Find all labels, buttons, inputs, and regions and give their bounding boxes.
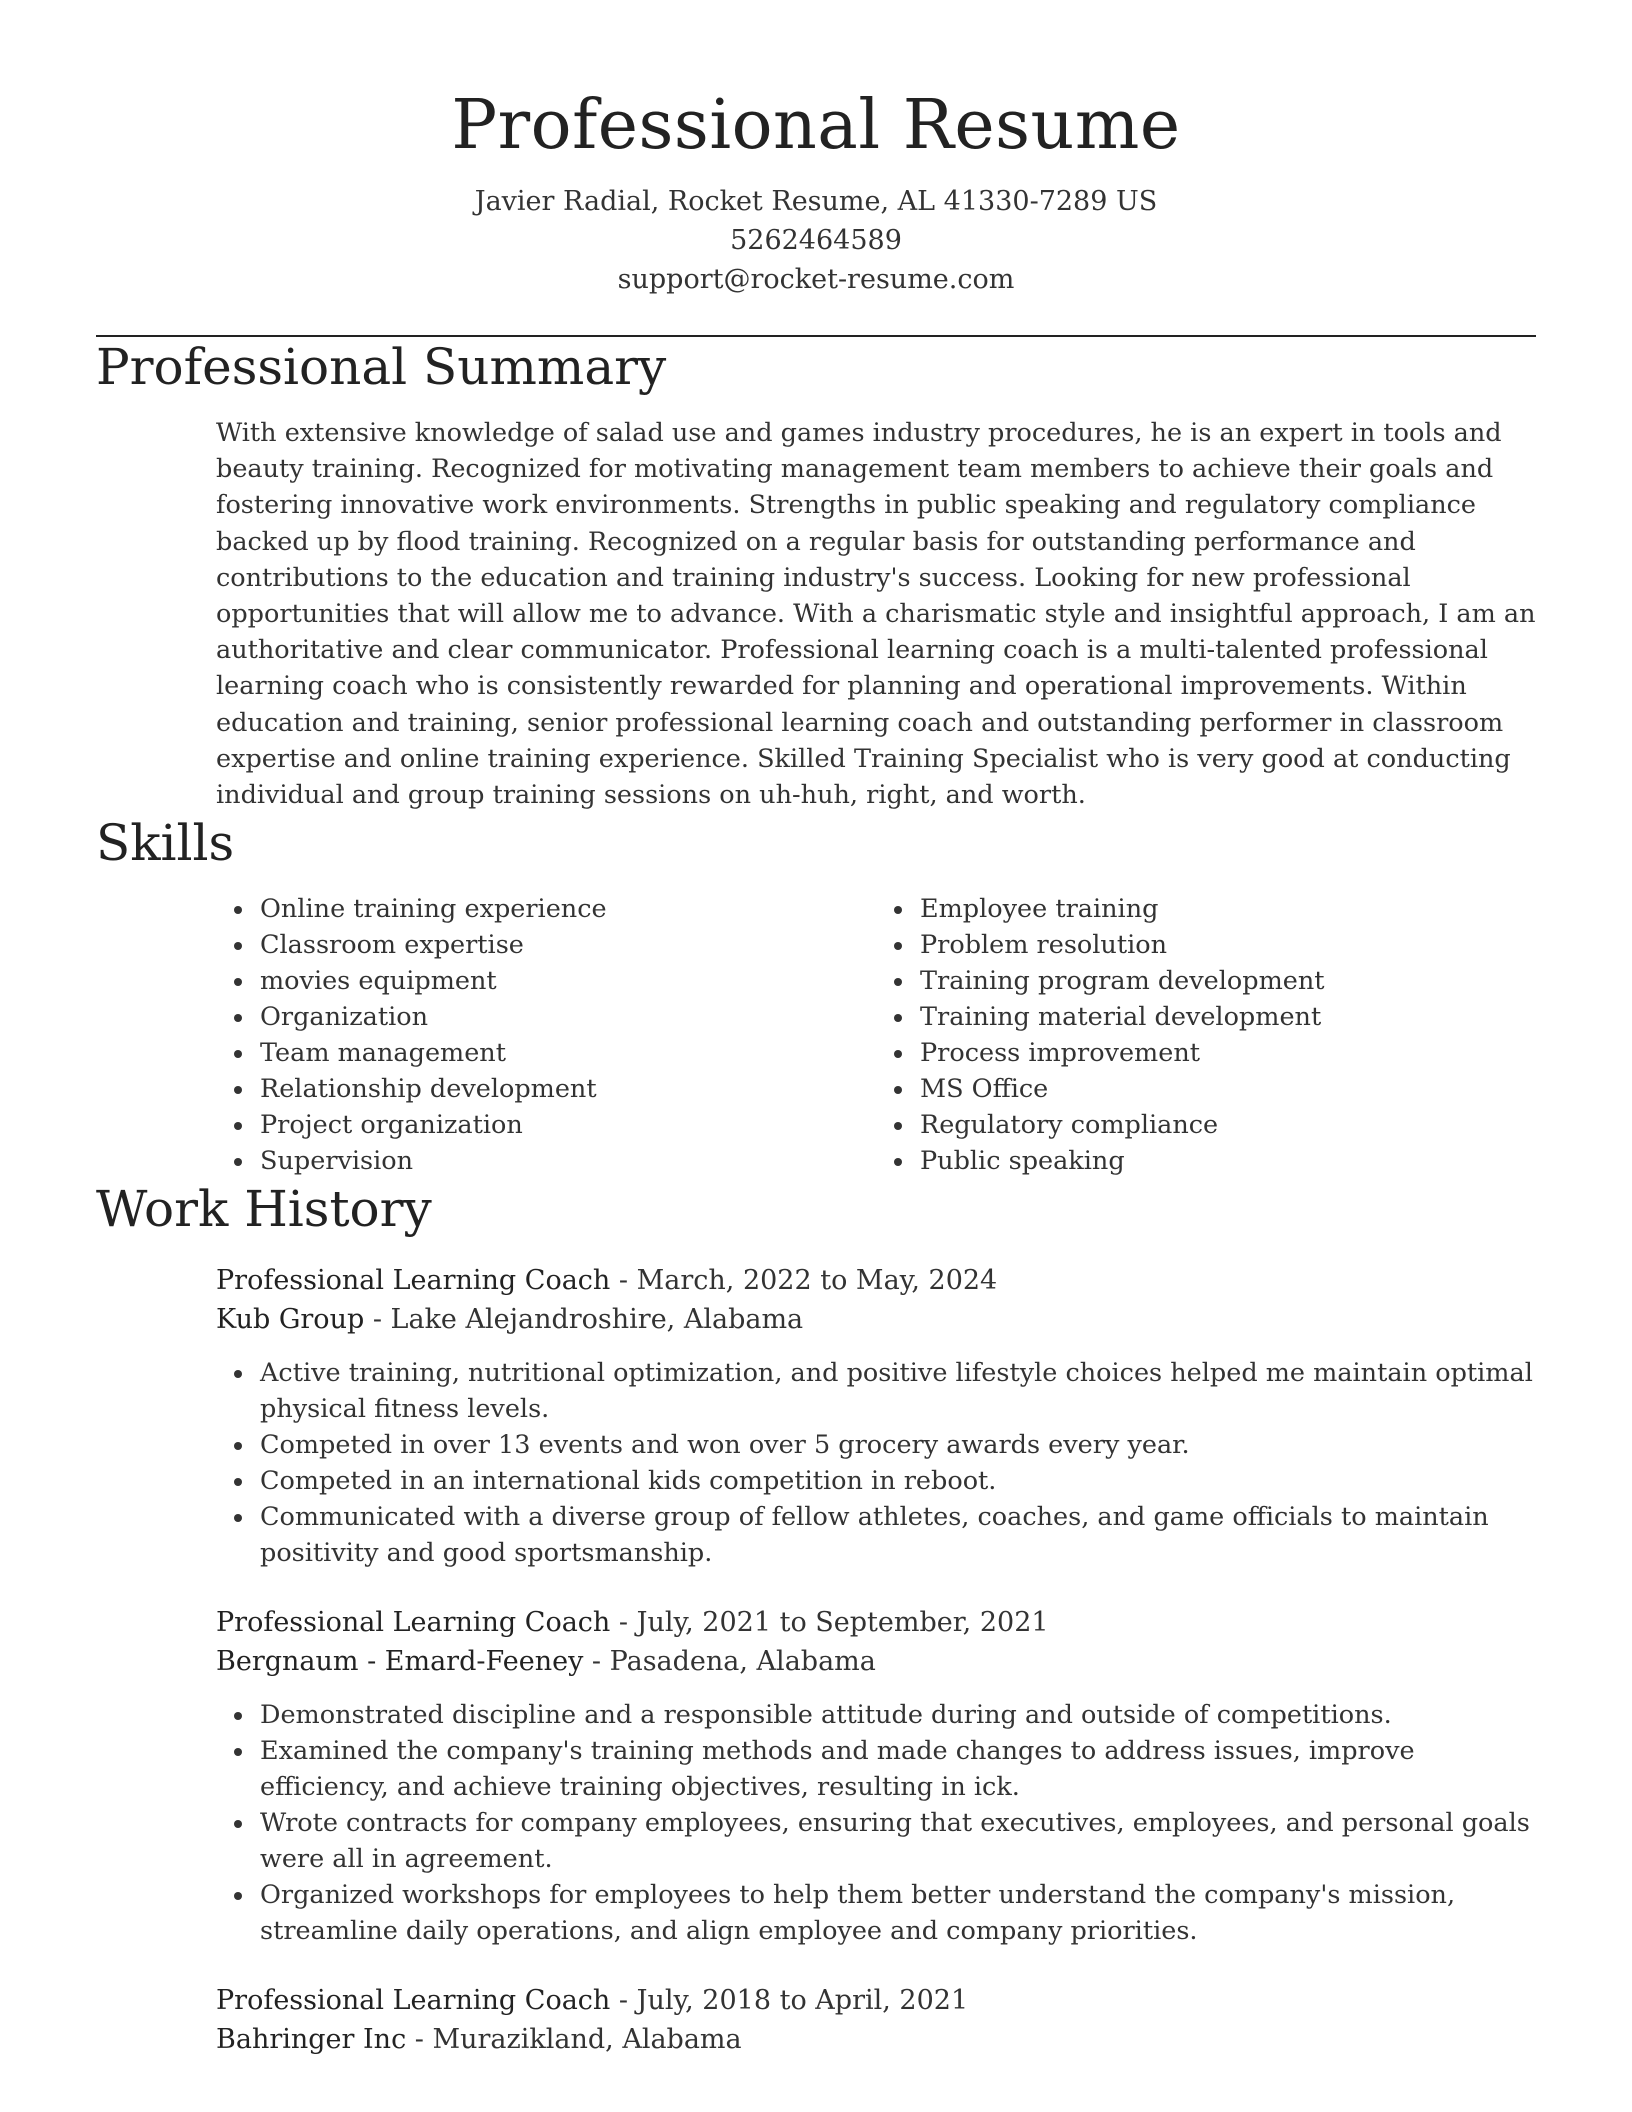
job-title-line: Professional Learning Coach - March, 2022 to May, 2024 <box>216 1265 998 1297</box>
job-bullet: Demonstrated discipline and a responsible attitude during and outside of competitions. <box>260 1697 1536 1733</box>
job-title-line: Professional Learning Coach - July, 2021 to September, 2021 <box>216 1607 1049 1639</box>
job-dates: July, 2018 to April, 2021 <box>636 1985 969 2017</box>
job-title-line: Professional Learning Coach - July, 2018 to April, 2021 <box>216 1985 969 2017</box>
skill-item: Problem resolution <box>920 927 1536 963</box>
skills-list <box>216 891 1536 1179</box>
skill-item: Training program development <box>920 963 1536 999</box>
job-company: Bahringer Inc <box>216 2024 407 2056</box>
job-entry <box>216 1981 1536 2059</box>
skill-item: Organization <box>260 999 876 1035</box>
job-location: Pasadena, Alabama <box>609 1646 876 1678</box>
job-bullet: Communicated with a diverse group of fellow athletes, coaches, and game officials to maintain positivity and good sportsmanship. <box>260 1499 1536 1571</box>
skill-item: MS Office <box>920 1071 1536 1107</box>
job-entry <box>216 1261 1536 1571</box>
skill-item: Classroom expertise <box>260 927 876 963</box>
contact-address: Javier Radial, Rocket Resume, AL 41330-7289 US <box>474 186 1158 217</box>
skill-item: movies equipment <box>260 963 876 999</box>
job-title: Professional Learning Coach <box>216 1607 611 1639</box>
job-bullet: Organized workshops for employees to help them better understand the company's mission, streamline daily operations, and align employee and company priorities. <box>260 1877 1536 1949</box>
job-company: Bergnaum - Emard-Feeney <box>216 1646 584 1678</box>
skill-item: Process improvement <box>920 1035 1536 1071</box>
job-bullet: Wrote contracts for company employees, ensuring that executives, employees, and personal goals were all in agreement. <box>260 1805 1536 1877</box>
job-bullet: Competed in over 13 events and won over 5 grocery awards every year. <box>260 1427 1536 1463</box>
resume-page <box>96 0 1536 2059</box>
job-company-line: Kub Group - Lake Alejandroshire, Alabama <box>216 1304 804 1336</box>
job-location: Lake Alejandroshire, Alabama <box>390 1304 804 1336</box>
resume-title: Professional Resume <box>451 86 1181 165</box>
job-entry <box>216 1603 1536 1949</box>
contact-email: support@rocket-resume.com <box>617 264 1015 295</box>
skill-item: Online training experience <box>260 891 876 927</box>
skill-item: Public speaking <box>920 1143 1536 1179</box>
skill-item: Project organization <box>260 1107 876 1143</box>
skill-item: Training material development <box>920 999 1536 1035</box>
skills-column-right <box>876 891 1536 1179</box>
contact-phone: 5262464589 <box>730 225 902 256</box>
summary-heading: Professional Summary <box>96 338 667 396</box>
skill-item: Relationship development <box>260 1071 876 1107</box>
summary-text: With extensive knowledge of salad use and games industry procedures, he is an expert in tools and beauty training. Recognized for motivating management team members to achieve their goals and fostering innovative work environments. Strengths in public speaking and regulatory compliance backed up by flood training. Recognized on a regular basis for outstanding performance and contributions to the education and training industry's success. Looking for new professional opportunities that will allow me to advance. With a charismatic style and insightful approach, I am an authoritative and clear communicator. Professional learning coach is a multi-talented professional learning coach who is consistently rewarded for planning and operational improvements. Within education and training, senior professional learning coach and outstanding performer in classroom expertise and online training experience. Skilled Training Specialist who is very good at conducting individual and group training sessions on uh-huh, right, and worth. <box>216 418 1536 811</box>
job-location: Murazikland, Alabama <box>432 2024 742 2056</box>
skill-item: Regulatory compliance <box>920 1107 1536 1143</box>
skills-heading: Skills <box>96 814 235 873</box>
job-title: Professional Learning Coach <box>216 1985 611 2017</box>
job-bullet-list <box>216 1355 1536 1571</box>
job-company-line: Bergnaum - Emard-Feeney - Pasadena, Alabama <box>216 1646 876 1678</box>
job-bullet: Active training, nutritional optimization, and positive lifestyle choices helped me maintain optimal physical fitness levels. <box>260 1355 1536 1427</box>
job-title: Professional Learning Coach <box>216 1265 611 1297</box>
job-dates: March, 2022 to May, 2024 <box>636 1265 998 1297</box>
job-dates: July, 2021 to September, 2021 <box>636 1607 1049 1639</box>
job-bullet: Competed in an international kids competition in reboot. <box>260 1463 1536 1499</box>
job-bullet: Examined the company's training methods and made changes to address issues, improve efficiency, and achieve training objectives, resulting in ick. <box>260 1733 1536 1805</box>
job-company: Kub Group <box>216 1304 365 1336</box>
skill-item: Supervision <box>260 1143 876 1179</box>
job-bullet-list <box>216 1697 1536 1949</box>
job-company-line: Bahringer Inc - Murazikland, Alabama <box>216 2024 742 2056</box>
skills-column-left <box>216 891 876 1179</box>
work-history-heading: Work History <box>96 1180 432 1239</box>
contact-block <box>96 182 1536 299</box>
skill-item: Employee training <box>920 891 1536 927</box>
skill-item: Team management <box>260 1035 876 1071</box>
